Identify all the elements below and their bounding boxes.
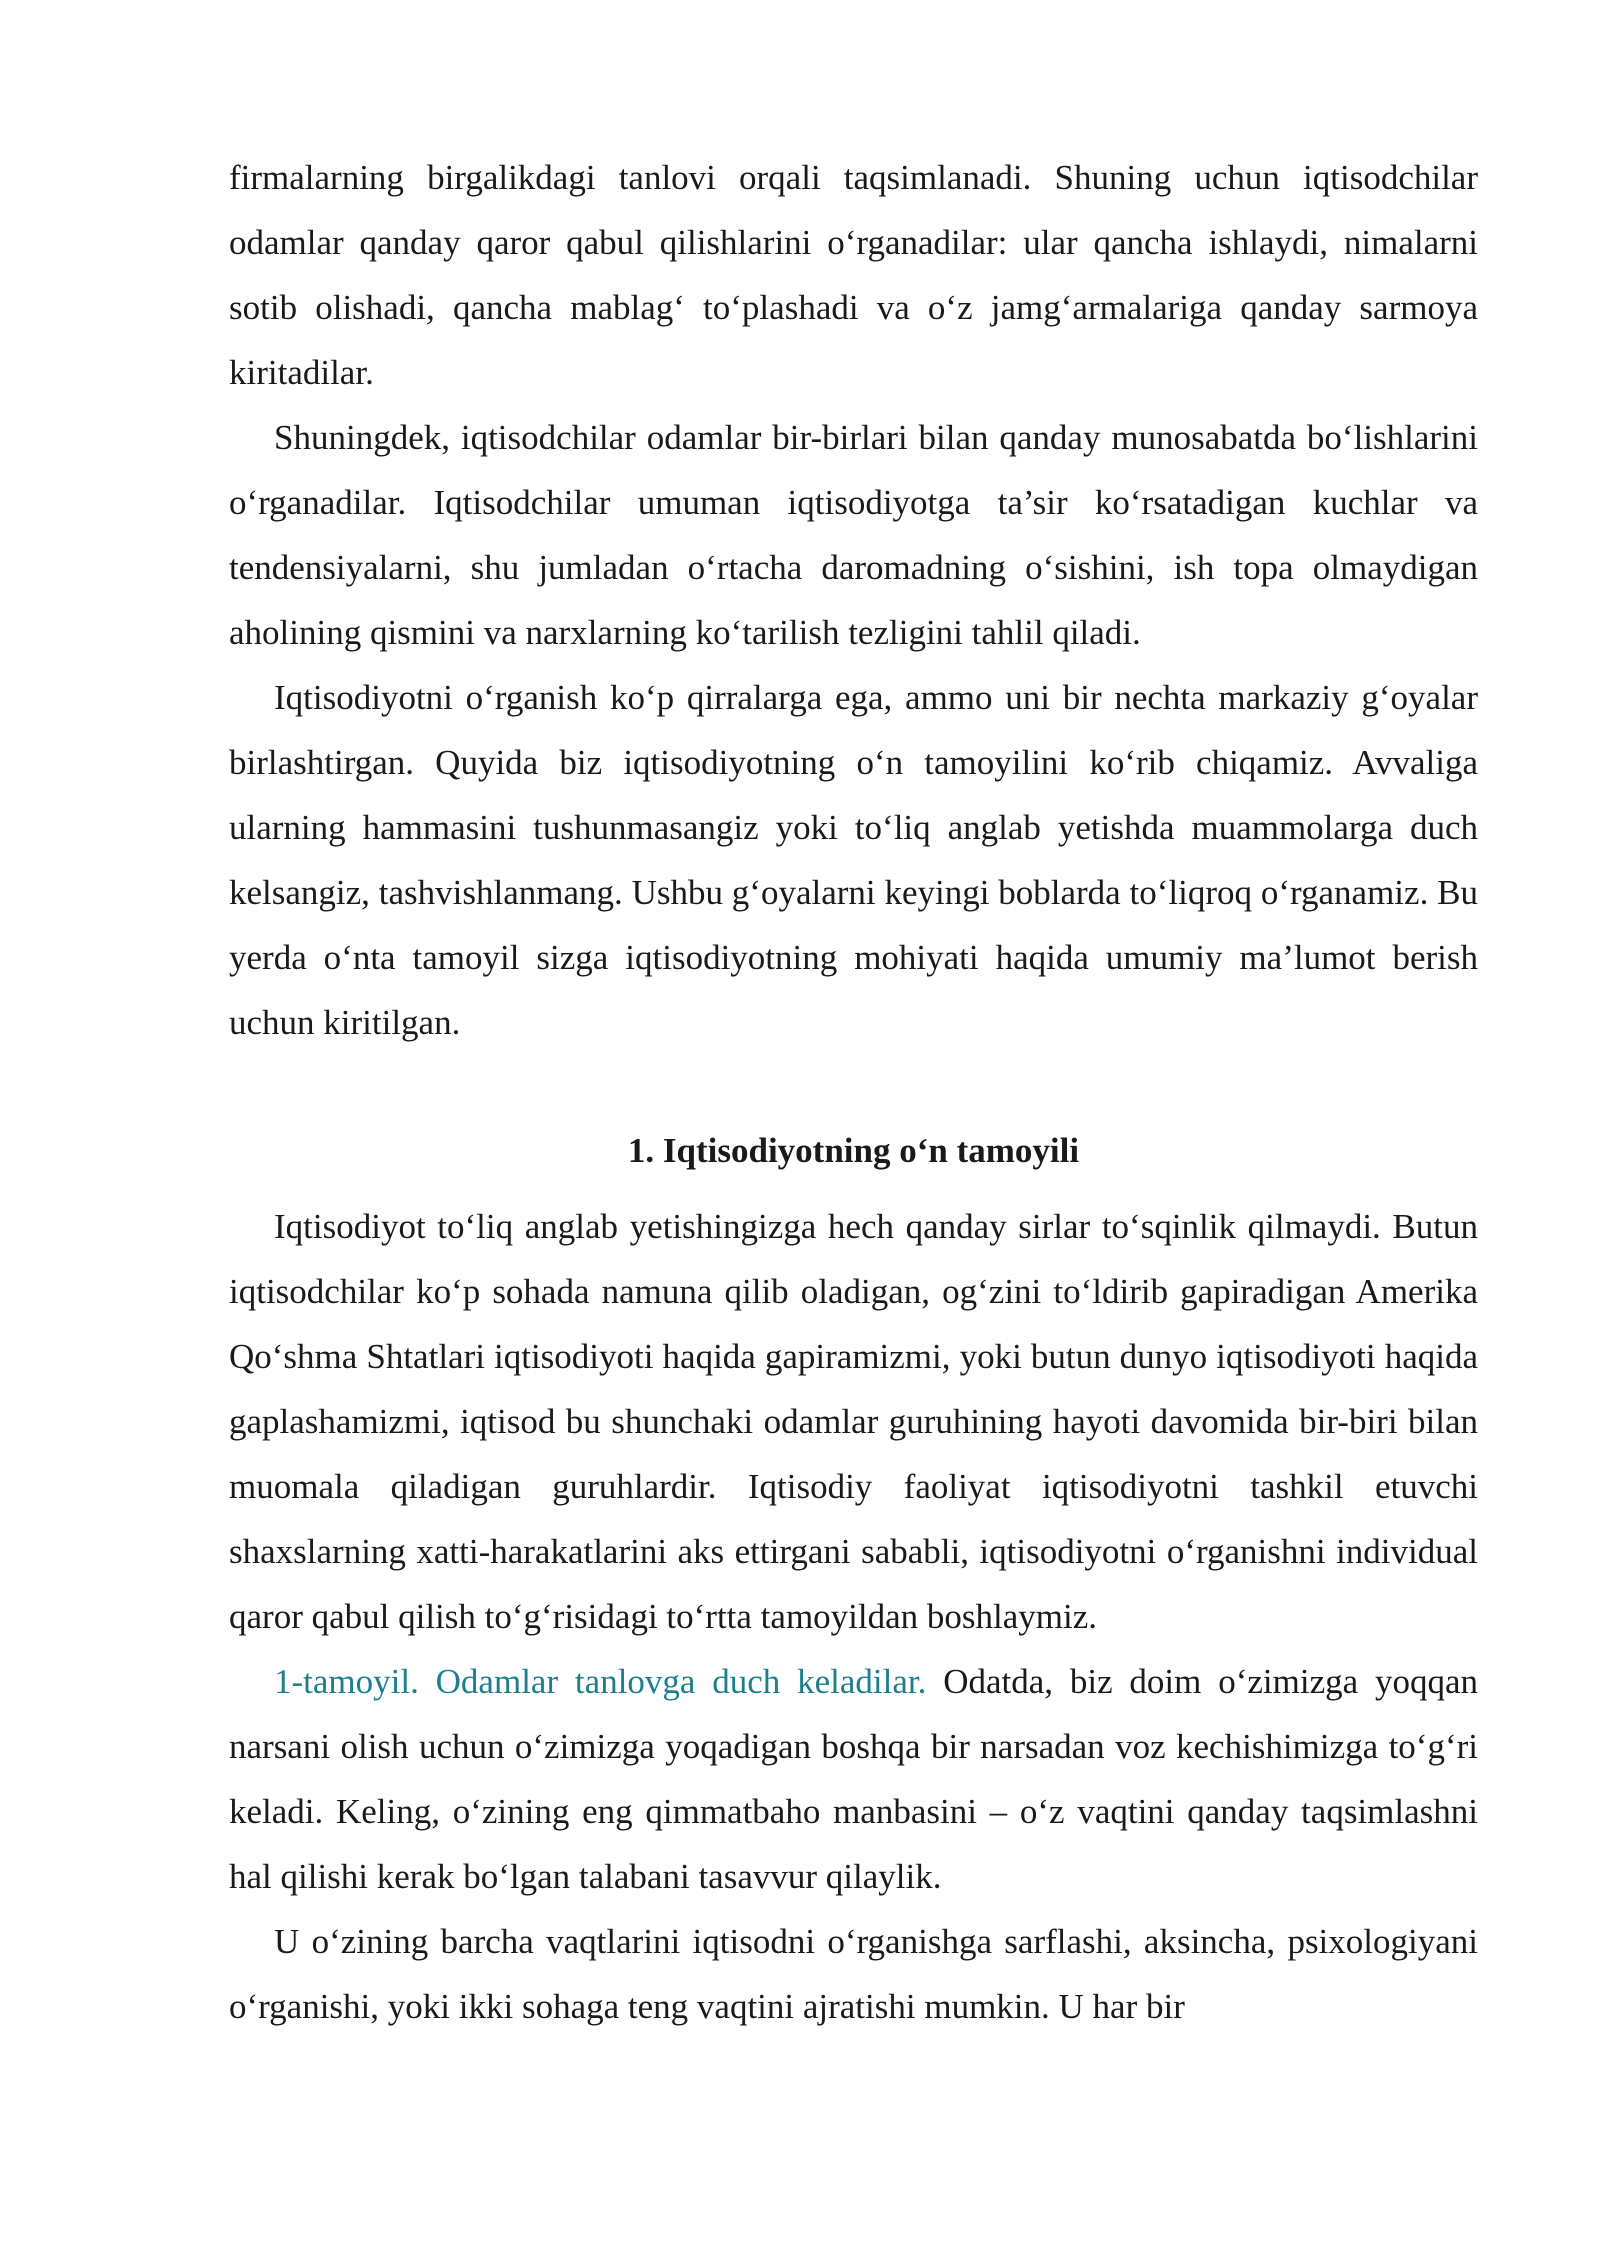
document-page: [229, 145, 1478, 2039]
paragraph-2: Shuningdek, iqtisodchilar odamlar bir-birlari bilan qanday munosabatda bo‘lishlarini o‘rganadilar. Iqtisodchilar umuman iqtisodiyotga ta’sir ko‘rsatadigan kuchlar va tendensiyalarni, shu jumladan o‘rtacha daromadning o‘sishini, ish topa olmaydigan aholining qismini va narxlarning ko‘tarilish tezligini tahlil qiladi.: [229, 418, 1478, 652]
principle-1-paragraph: [229, 1649, 1478, 1909]
paragraph-4: Iqtisodiyot to‘liq anglab yetishingizga hech qanday sirlar to‘sqinlik qilmaydi. Butun iqtisodchilar ko‘p sohada namuna qilib oladigan, og‘zini to‘ldirib gapiradigan Amerika Qo‘shma Shtatlari iqtisodiyoti haqida gapiramizmi, yoki butun dunyo iqtisodiyoti haqida gaplashamizmi, iqtisod bu shunchaki odamlar guruhining hayoti davomida bir-biri bilan muomala qiladigan guruhlardir. Iqtisodiy faoliyat iqtisodiyotni tashkil etuvchi shaxslarning xatti-harakatlarini aks ettirgani sababli, iqtisodiyotni o‘rganishni individual qaror qabul qilish to‘g‘risidagi to‘rtta tamoyildan boshlaymiz.: [229, 1207, 1478, 1636]
paragraph-last: U o‘zining barcha vaqtlarini iqtisodni o‘rganishga sarflashi, aksincha, psixologiyani o‘rganishi, yoki ikki sohaga teng vaqtini ajratishi mumkin. U har bir: [229, 1922, 1478, 2026]
principle-1-title: 1-tamoyil. Odamlar tanlovga duch keladilar.: [274, 1662, 927, 1701]
paragraph-3: Iqtisodiyotni o‘rganish ko‘p qirralarga ega, ammo uni bir nechta markaziy g‘oyalar birlashtirgan. Quyida biz iqtisodiyotning o‘n tamoyilini ko‘rib chiqamiz. Avvaliga ularning hammasini tushunmasangiz yoki to‘liq anglab yetishda muammolarga duch kelsangiz, tashvishlanmang. Ushbu g‘oyalarni keyingi boblarda to‘liqroq o‘rganamiz. Bu yerda o‘nta tamoyil sizga iqtisodiyotning mohiyati haqida umumiy ma’lumot berish uchun kiritilgan.: [229, 678, 1478, 1042]
section-heading: 1. Iqtisodiyotning o‘n tamoyili: [627, 1131, 1080, 1170]
principle-1-text: Odatda, biz doim o‘zimizga yoqqan narsani olish uchun o‘zimizga yoqadigan boshqa bir narsadan voz kechishimizga to‘g‘ri keladi. Keling, o‘zining eng qimmatbaho manbasini – o‘z vaqtini qanday taqsimlashni hal qilishi kerak bo‘lgan talabani tasavvur qilaylik.: [229, 1662, 1478, 1896]
paragraph-1: firmalarning birgalikdagi tanlovi orqali taqsimlanadi. Shuning uchun iqtisodchilar odamlar qanday qaror qabul qilishlarini o‘rganadilar: ular qancha ishlaydi, nimalarni sotib olishadi, qancha mablag‘ to‘plashadi va o‘z jamg‘armalariga qanday sarmoya kiritadilar.: [229, 158, 1478, 392]
